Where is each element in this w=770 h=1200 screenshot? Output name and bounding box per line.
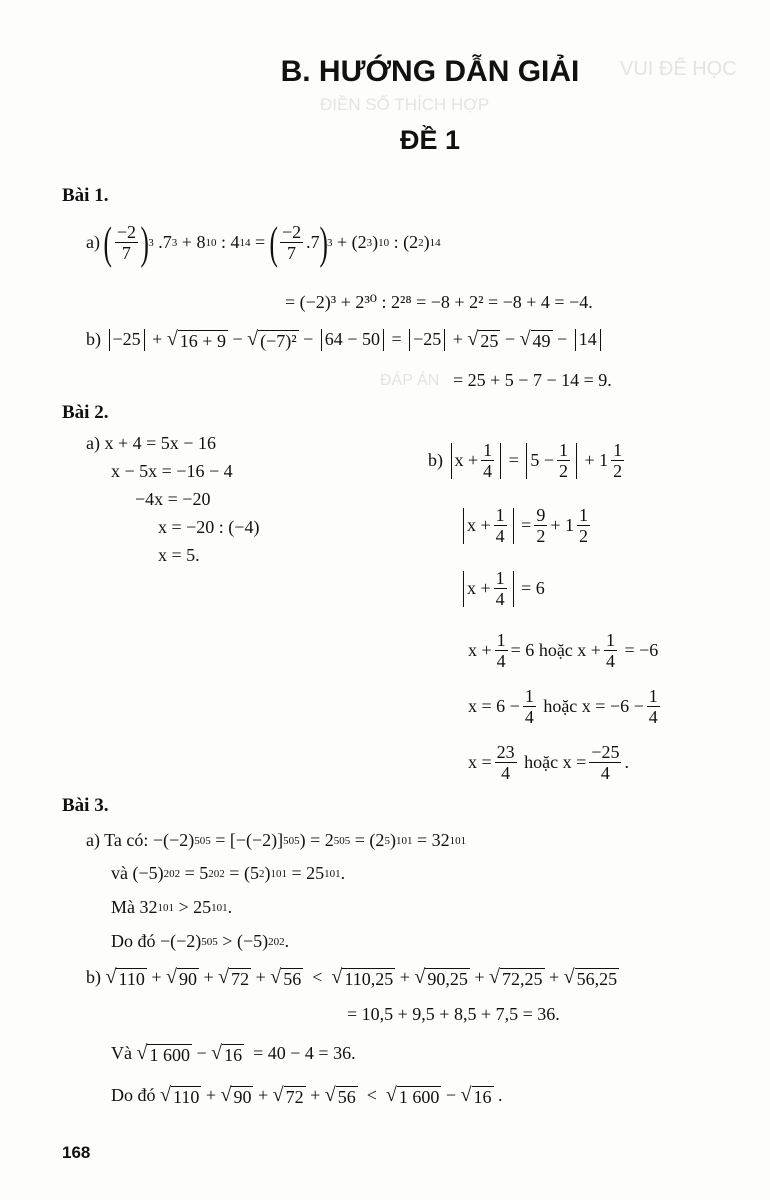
ghost-text: VUI ĐỂ HỌC (620, 58, 737, 80)
ghost-text: ĐIỀN SỐ THÍCH HỢP (320, 95, 490, 114)
part-label: a) Ta có: (86, 830, 149, 850)
hoac-word: hoặc (543, 696, 578, 716)
bai2-b-line4: x + $\frac{1}{4}$ = 6 hoặc x + $\frac{1}{4}$ = −6 (468, 630, 659, 671)
bai3-a-line1: a) Ta có: −(−2) 505 = [−(−2)] 505 ) = 2 505 = (2 5 ) 101 = 32 101 (86, 830, 467, 850)
bai3-a-line3: Mà 32 101 > 25 101 . (111, 897, 233, 917)
bai2-b-line1: b) x + $\frac{1}{4}$ = 5 − $\frac{1}{2}$ + 1 $\frac{1}{2}$ (428, 440, 623, 481)
part-label: b) (428, 450, 443, 470)
exercise-label: Bài 3. (62, 795, 109, 816)
bai1-a-line2: = (−2)³ + 2³⁰ : 2²⁸ = −8 + 2² = −8 + 4 = −4. (285, 292, 593, 312)
bai2-b-line3: x + $\frac{1}{4}$ = 6 (460, 568, 545, 609)
exercise-label: Bài 1. (62, 185, 109, 206)
bai3-b-line4: Do đó √ 110 + √ 90 + √ 72 + √ 56 < √ 1 600 − √ 16 . (111, 1084, 503, 1107)
bai2-b-line5: x = 6 − $\frac{1}{4}$ hoặc x = −6 − $\frac{1}{4}$ (468, 686, 658, 727)
bai2-a-line3: −4x = −20 (135, 489, 211, 509)
bai3-b-line3: Và √ 1 600 − √ 16 = 40 − 4 = 36. (111, 1042, 356, 1065)
bai3-b-line1: b) √ 110 + √ 90 + √ 72 + √ 56 < √ 110,25 + √ 90,25 + √ 72,25 + √ 56,25 (86, 966, 618, 989)
bai3-a-line2: và (−5) 202 = 5 202 = (5 2 ) 101 = 25 101 . (111, 863, 346, 883)
do-do-word: Do đó (111, 1085, 156, 1105)
bai2-b-line6: x = $\frac{23}{4}$ hoặc x = $\frac{-25}{4}$ . (468, 742, 629, 783)
part-label: a) (86, 232, 100, 252)
result-text: = 40 − 4 = 36. (253, 1043, 356, 1063)
section-title: ĐỀ 1 (399, 125, 461, 155)
ma-word: Mà (111, 897, 135, 917)
bai2-a-line2: x − 5x = −16 − 4 (111, 461, 233, 481)
bai1-b-line1: b) −25 + √ 16 + 9 − √ (−7)² − 64 − 50 = −25 + √ 25 − √ 49 − 14 (86, 328, 604, 351)
part-label: b) (86, 967, 101, 987)
hoac-word: hoặc (524, 752, 559, 772)
ghost-text: ĐÁP ÁN (380, 372, 440, 389)
bai2-a-line4: x = −20 : (−4) (158, 517, 260, 537)
part-label: b) (86, 329, 101, 349)
bai2-b-line2: x + $\frac{1}{4}$ = $\frac{9}{2}$ + 1 $\frac{1}{2}$ (460, 505, 593, 546)
page-title: B. HƯỚNG DẪN GIẢI (280, 55, 580, 88)
do-do-word: Do đó (111, 931, 156, 951)
bai2-a-line5: x = 5. (158, 545, 200, 565)
exercise-label: Bài 2. (62, 402, 109, 423)
bai3-a-line4: Do đó −(−2) 505 > (−5) 202 . (111, 931, 290, 951)
page-number: 168 (62, 1143, 91, 1162)
bai1-b-line2: = 25 + 5 − 7 − 14 = 9. (453, 370, 612, 390)
bai2-a-line1: a) x + 4 = 5x − 16 (86, 433, 216, 453)
bai1-a-line1: a) ( $\frac{-2}{7}$ ) 3 .7 3 + 8 10 : 4 14 = ( $\frac{-2}{7}$ .7 ) 3 + (2 3 ) 10 : (2 2 ) 14 (86, 216, 441, 268)
bai3-b-line2: = 10,5 + 9,5 + 8,5 + 7,5 = 36. (347, 1004, 560, 1024)
va-word: Và (111, 1043, 132, 1063)
va-word: và (111, 863, 128, 883)
hoac-word: hoặc (538, 640, 573, 660)
